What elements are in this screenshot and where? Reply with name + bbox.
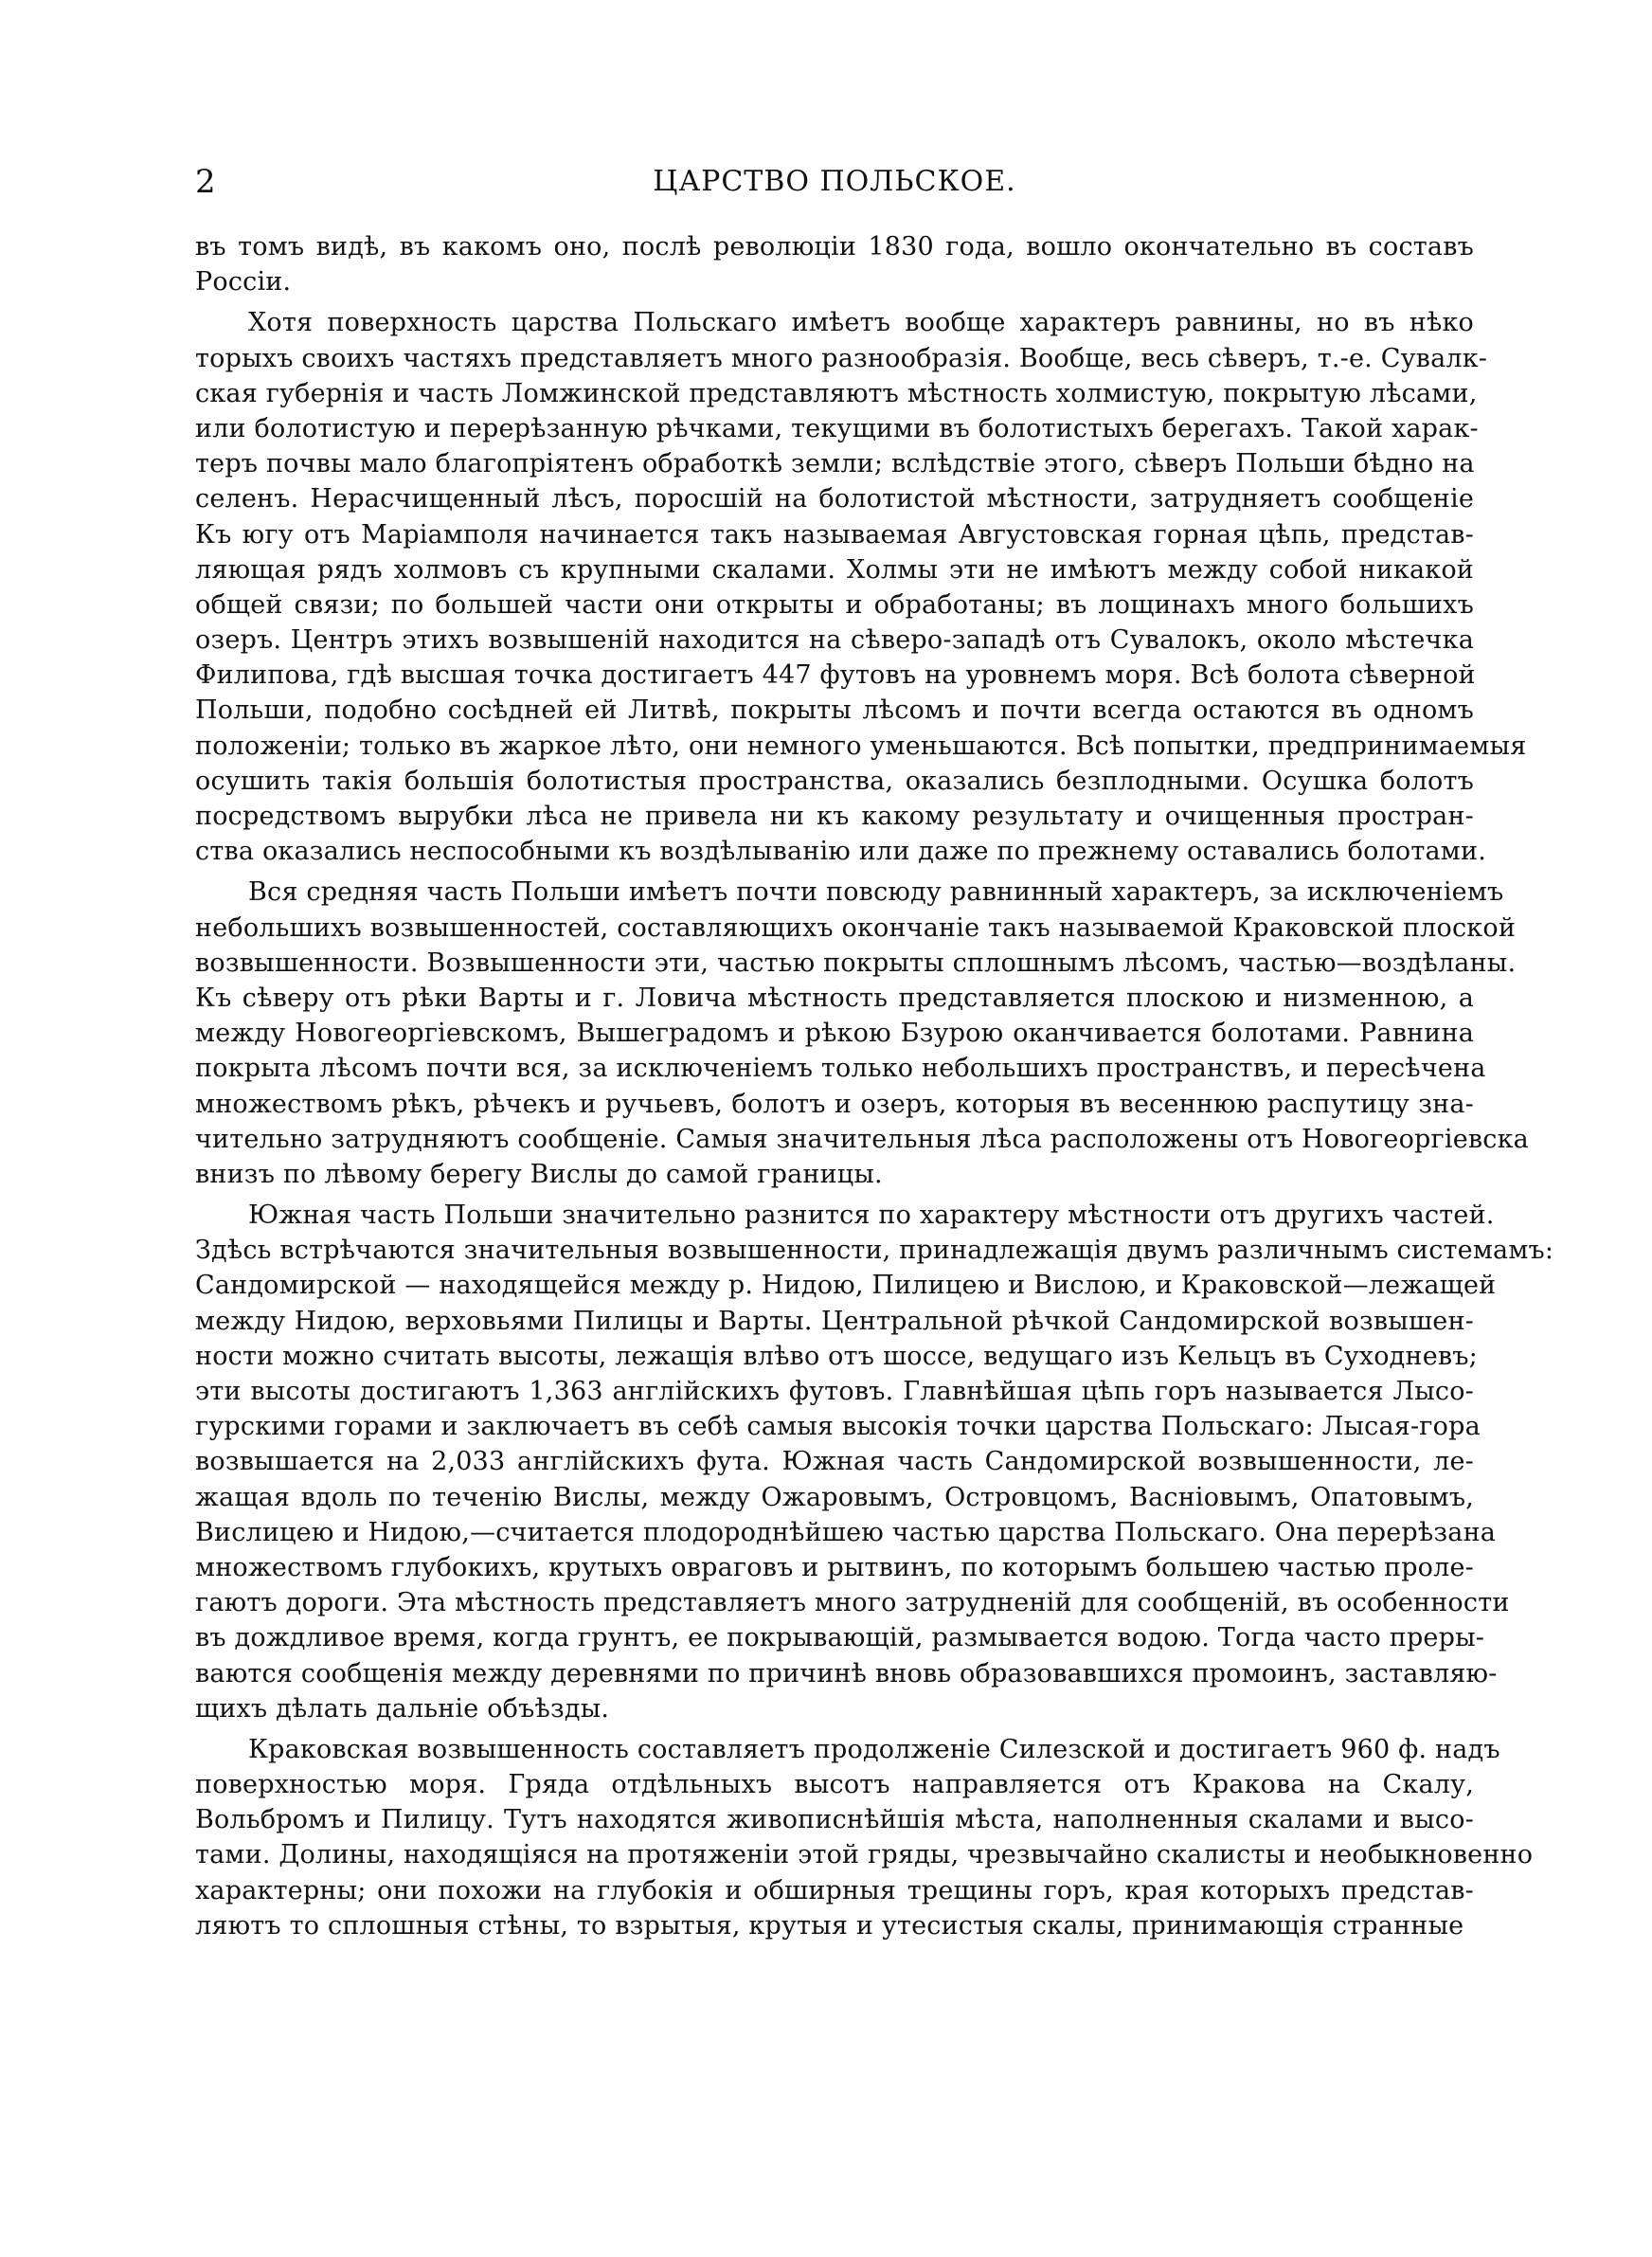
text-line: Россіи. [195, 267, 292, 298]
text-line: торыхъ своихъ частяхъ представляетъ много разнообразія. Вообще, весь сѣверъ, т.-е. Сувалк- [195, 343, 1488, 373]
text-line: селенъ. Нерасчищенный лѣсъ, поросшій на болотистой мѣстности, затрудняетъ сообщеніе [195, 484, 1474, 515]
text-line: внизъ по лѣвому берегу Вислы до самой границы. [195, 1159, 883, 1189]
text-line: множествомъ рѣкъ, рѣчекъ и ручьевъ, болотъ и озеръ, которыя въ весеннюю распутицу зна- [195, 1089, 1474, 1119]
running-head: ЦАРСТВО ПОЛЬСКОЕ. [653, 165, 1016, 198]
text-line: Хотя поверхность царства Польскаго имѣетъ вообще характеръ равнины, но въ нѣко [248, 308, 1474, 338]
page-number: 2 [195, 163, 216, 201]
text-line: Краковская возвышенность составляетъ продолженіе Силезской и достигаетъ 960 ф. надъ [248, 1734, 1500, 1764]
text-line: поверхностью моря. Гряда отдѣльныхъ высотъ направляется отъ Кракова на Скалу, [195, 1770, 1474, 1800]
text-line: Къ сѣверу отъ рѣки Варты и г. Ловича мѣстность представляется плоскою и низменною, а [195, 983, 1474, 1013]
text-line: Къ югу отъ Маріамполя начинается такъ называемая Августовская горная цѣпь, представ- [195, 519, 1474, 550]
text-line: ляютъ то сплошныя стѣны, то взрытыя, крутыя и утесистыя скалы, принимающія странные [195, 1910, 1464, 1941]
text-line: Сандомирской — находящейся между р. Нидою, Пилицею и Вислою, и Краковской—лежащей [195, 1271, 1497, 1301]
text-line: въ томъ видѣ, въ какомъ оно, послѣ революціи 1830 года, вошло окончательно въ составъ [195, 232, 1474, 262]
text-line: ства оказались неспособными къ воздѣлыванію или даже по прежнему оставались болотами. [195, 837, 1486, 867]
text-line: положеніи; только въ жаркое лѣто, они немного уменьшаются. Всѣ попытки, предпринимаемыя [195, 731, 1527, 761]
text-line: Вольбромъ и Пилицу. Тутъ находятся живописнѣйшія мѣста, наполненныя скалами и высо- [195, 1805, 1474, 1835]
text-line: Польши, подобно сосѣдней ей Литвѣ, покрыты лѣсомъ и почти всегда остаются въ одномъ [195, 695, 1474, 726]
text-line: теръ почвы мало благопріятенъ обработкѣ земли; вслѣдствіе этого, сѣверъ Польши бѣдно на [195, 449, 1475, 479]
paragraph [195, 1732, 1534, 1943]
text-line: множествомъ глубокихъ, крутыхъ овраговъ и рытвинъ, по которымъ большею частью проле- [195, 1552, 1474, 1582]
text-line: между Новогеоргіевскомъ, Вышеградомъ и рѣкою Бзурою оканчивается болотами. Равнина [195, 1019, 1474, 1049]
text-line: гурскими горами и заключаетъ въ себѣ самыя высокія точки царства Польскаго: Лысая-гора [195, 1412, 1481, 1442]
text-line: ская губернія и часть Ломжинской представляютъ мѣстность холмистую, покрытую лѣсами, [195, 378, 1478, 408]
text-line: осушить такія большія болотистыя пространства, оказались безплодными. Осушка болотъ [195, 766, 1474, 796]
text-line: общей связи; по большей части они открыты и обработаны; въ лощинахъ много большихъ [195, 589, 1474, 620]
paragraph [195, 229, 1474, 299]
text-line: Вся средняя часть Польши имѣетъ почти повсюду равнинный характеръ, за исключеніемъ [248, 877, 1504, 908]
book-page [195, 161, 1554, 2189]
text-line: возвышенности. Возвышенности эти, частью покрыты сплошнымъ лѣсомъ, частью—воздѣланы. [195, 948, 1517, 978]
text-line: озеръ. Центръ этихъ возвышеній находится на сѣверо-западѣ отъ Сувалокъ, около мѣстечка [195, 625, 1474, 656]
text-line: ваются сообщенія между деревнями по причинѣ вновь образовавшихся промоинъ, заставляю- [195, 1658, 1498, 1688]
text-line: эти высоты достигаютъ 1,363 англійскихъ футовъ. Главнѣйшая цѣпь горъ называется Лысо- [195, 1377, 1474, 1406]
text-line: возвышается на 2,033 англійскихъ фута. Южная часть Сандомирской возвышенности, ле- [195, 1447, 1474, 1477]
text-line: покрыта лѣсомъ почти вся, за исключеніемъ только небольшихъ пространствъ, и пересѣчена [195, 1054, 1486, 1084]
text-line: гаютъ дороги. Эта мѣстность представляетъ много затрудненій для сообщеній, въ особенности [195, 1588, 1510, 1618]
text-line: щихъ дѣлать дальніе объѣзды. [195, 1693, 610, 1724]
text-line: Вислицею и Нидою,—считается плодороднѣйшею частью царства Польскаго. Она перерѣзана [195, 1517, 1497, 1547]
text-line: ляющая рядъ холмовъ съ крупными скалами. Холмы эти не имѣютъ между собой никакой [195, 554, 1474, 585]
paragraph [195, 1198, 1554, 1726]
text-line: ности можно считать высоты, лежащія влѣво отъ шоссе, ведущаго изъ Кельцъ въ Суходневъ; [195, 1341, 1478, 1371]
text-line: жащая вдоль по теченію Вислы, между Ожаровымъ, Островцомъ, Васніовымъ, Опатовымъ, [195, 1482, 1474, 1512]
text-line: посредствомъ вырубки лѣса не привела ни къ какому результату и очищенныя простран- [195, 802, 1474, 831]
text-line: тами. Долины, находящіяся на протяженіи этой гряды, чрезвычайно скалисты и необыкновенно [195, 1840, 1534, 1870]
text-line: между Нидою, верховьями Пилицы и Варты. Центральной рѣчкой Сандомирской возвышен- [195, 1306, 1474, 1336]
text-line: въ дождливое время, когда грунтъ, ее покрывающій, размывается водою. Тогда часто преры- [195, 1623, 1485, 1653]
page-header [195, 161, 1474, 214]
body-text [195, 229, 1554, 1943]
text-line: чительно затрудняютъ сообщеніе. Самыя значительныя лѣса расположены отъ Новогеоргіевска [195, 1124, 1529, 1154]
text-line: небольшихъ возвышенностей, составляющихъ окончаніе такъ называемой Краковской плоской [195, 912, 1517, 943]
paragraph [195, 305, 1527, 869]
text-line: Южная часть Польши значительно разнится по характеру мѣстности отъ другихъ частей. [248, 1201, 1495, 1231]
text-line: характерны; они похожи на глубокія и обширныя трещины горъ, края которыхъ представ- [195, 1875, 1474, 1905]
text-line: Филипова, гдѣ высшая точка достигаетъ 447 футовъ на уровнемъ моря. Всѣ болота сѣверной [195, 660, 1476, 691]
text-line: Здѣсь встрѣчаются значительныя возвышенности, принадлежащія двумъ различнымъ системамъ: [195, 1236, 1554, 1266]
paragraph [195, 875, 1529, 1192]
text-line: или болотистую и перерѣзанную рѣчками, текущими въ болотистыхъ берегахъ. Такой харак- [195, 413, 1479, 443]
